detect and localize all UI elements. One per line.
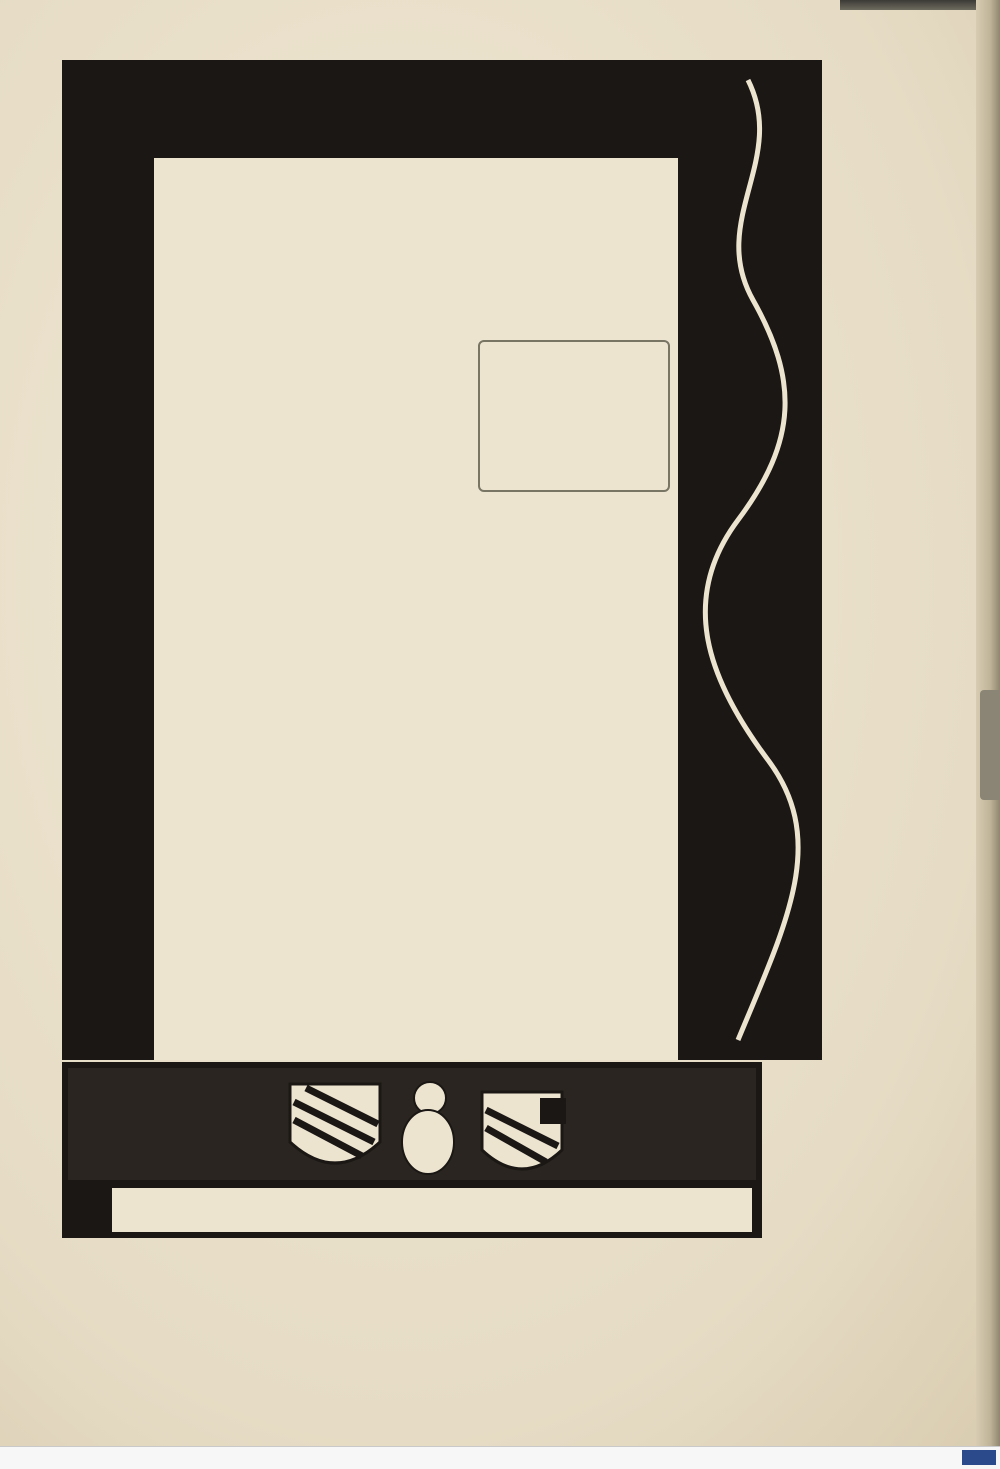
page-tab (980, 690, 1000, 800)
woodcut-border-bottom (62, 1062, 762, 1238)
woodcut-border-left (62, 60, 154, 1060)
footer-bar (0, 1446, 1000, 1469)
text-panel (154, 158, 678, 1060)
woodcut-border-top (62, 60, 680, 158)
woodcut-border-right (678, 60, 822, 1060)
page-right-edge (976, 0, 1000, 1446)
dfg-logo-icon (962, 1450, 996, 1465)
library-stamp (478, 340, 670, 492)
